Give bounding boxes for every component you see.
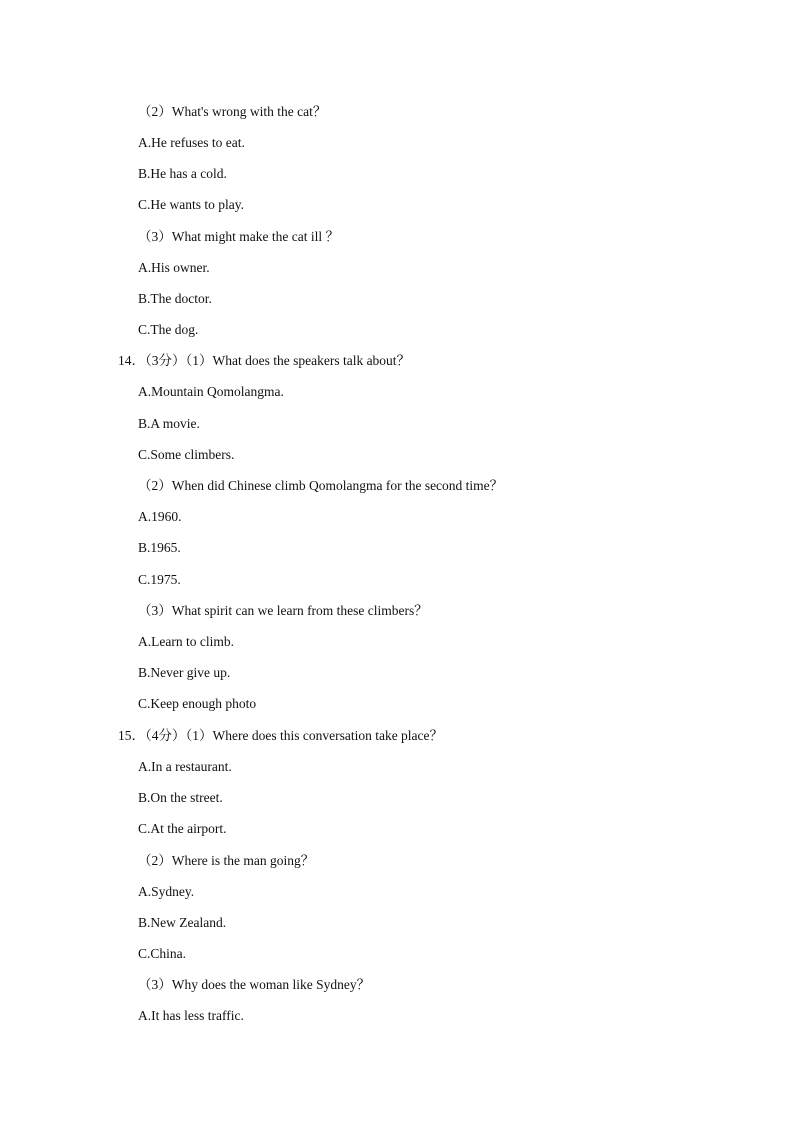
option-14-2-a: A.1960. [138,509,182,524]
option-13-2-b: B.He has a cold. [138,166,227,181]
option-13-2-c: C.He wants to play. [138,197,244,212]
option-13-3-b: B.The doctor. [138,291,212,306]
option-14-3-a: A.Learn to climb. [138,634,234,649]
option-14-2-c: C.1975. [138,572,181,587]
option-15-1-b: B.On the street. [138,790,223,805]
question-15-1: 15．（4分）（1）Where does this conversation take place？ [118,728,444,743]
option-15-3-a: A.It has less traffic. [138,1008,244,1023]
option-15-1-c: C.At the airport. [138,821,227,836]
option-15-1-a: A.In a restaurant. [138,759,232,774]
option-13-3-a: A.His owner. [138,260,210,275]
sub-question-13-3: （3）What might make the cat ill ？ [138,229,339,244]
sub-question-15-2: （2）Where is the man going？ [138,853,315,868]
question-14-1: 14．（3分）（1）What does the speakers talk about？ [118,353,411,368]
sub-question-14-3: （3）What spirit can we learn from these climbers？ [138,603,428,618]
option-15-2-a: A.Sydney. [138,884,195,899]
option-14-2-b: B.1965. [138,540,181,555]
option-14-1-a: A.Mountain Qomolangma. [138,384,284,399]
option-13-2-a: A.He refuses to eat. [138,135,245,150]
option-15-2-c: C.China. [138,946,187,961]
sub-question-14-2: （2）When did Chinese climb Qomolangma for the second time？ [138,478,504,493]
option-14-1-b: B.A movie. [138,416,200,431]
option-15-2-b: B.New Zealand. [138,915,227,930]
sub-question-15-3: （3）Why does the woman like Sydney？ [138,977,371,992]
sub-question-13-2: （2）What's wrong with the cat？ [138,104,327,119]
option-13-3-c: C.The dog. [138,322,199,337]
option-14-3-b: B.Never give up. [138,665,231,680]
option-14-3-c: C.Keep enough photo [138,696,257,711]
option-14-1-c: C.Some climbers. [138,447,235,462]
